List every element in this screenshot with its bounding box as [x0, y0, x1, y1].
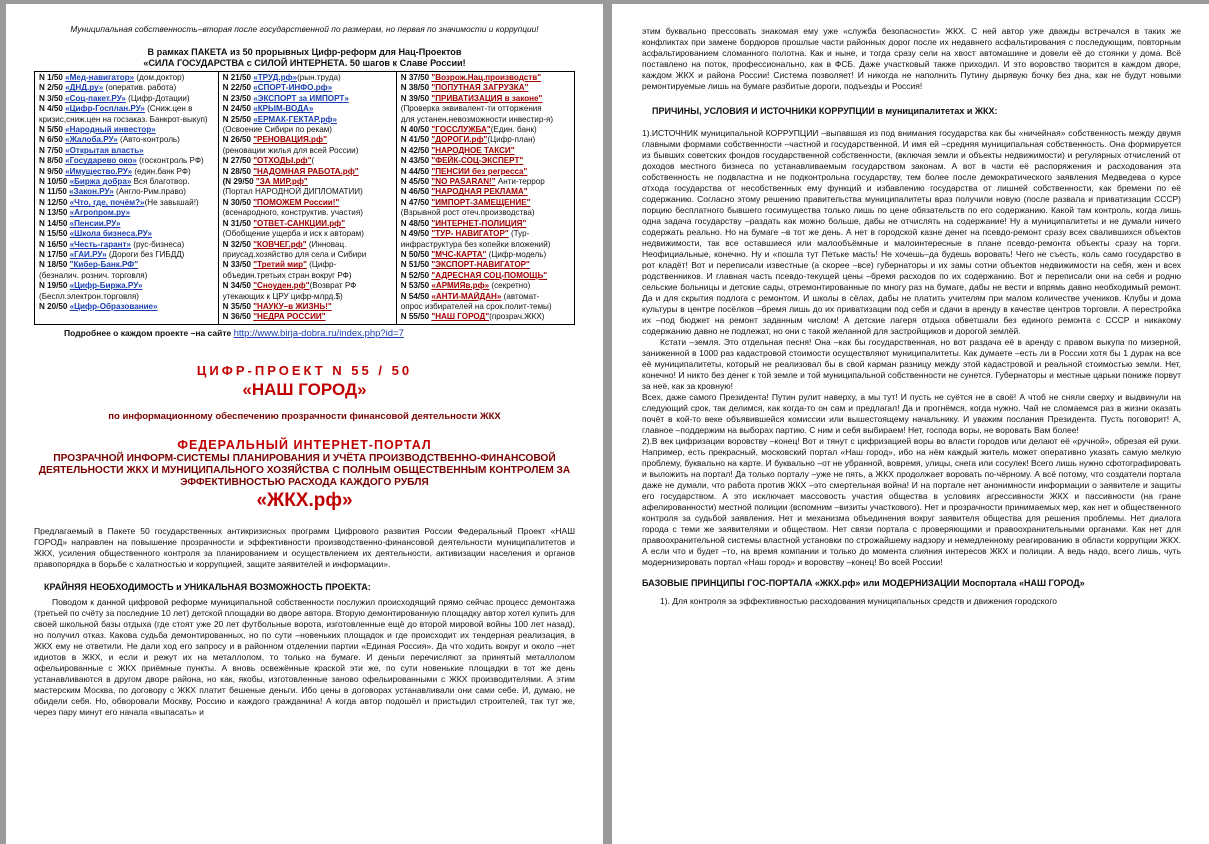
project-description: приусад.хозяйство для села и Сибири [222, 249, 367, 259]
project-list-item [223, 135, 392, 145]
project-list-item [223, 229, 392, 239]
project-number: N 51/50 [400, 260, 432, 270]
point-2-paragraph: 2).В век цифризации воровству –конец! Вот и тянут с цифризацией воры во власти городов или делают её «ручной», обрезая ей руки. Например, есть прекрасный, московский портал «Наш город», ибо на нём каждый житель может оперативно указать самую мелкую проблему, буквально на карте. И буквально –от не убранной, вовремя, улицы, снега или сосулек! Всего лишь нужно сфотографировать и выложить на портал! Да только порталу –уже не пять, а ЖКХ продолжает воровать по-чёрному. А всё потому, что создатели портала даже не думали, что работа против ЖКХ –это смертельная война! И на портале нет анонимности информации о заявителе и защиты его государством. А это исключает массовость участия общества в условиях агрессивности ЖКХ и пассивности (на гране афелированности) местной полиции (вспомним –визиты участкового). Нет и прозрачности принимаемых мер, как нет и общественного контроля за судьбой заявления. Нет и механизма объединения вокруг заявителя общества для решения проблемы. Нет диалога города с теми же заявителями и обществом. Нет связи портала с проверяющими и правоохранительными органами. Как нет для правоохранительной системы властной установки по строжайшему надзору и немедленному реагированию в области коррупции ЖКХ. А если что и будет –то, на время компании и только до момента слияния интересов ЖКХ и полиции. А ведь надо, всего лишь, чуть модернизировать портал «Наш город» и воровству –конец! Во всей России! [642, 436, 1181, 567]
project-number: N 47/50 [400, 197, 432, 207]
need-paragraph: Поводом к данной цифровой реформе муниципальной собственности послужил происходящий прямо сейчас процесс демонтажа (третьей по счёту за последние 10 лет) детской площадки во дворе автора. Вторую демонтированную площадку автор хотел купить для своей школьной базы отдыха (где стоят уже 20 лет футбольные ворота, изготовленные ещё до второй мировой войны 100 лет назад), но получил отказ. Какова судьба демонтированных, но по сути –новеньких площадок и где происходит их тендерная реализация, в ЖКХ ему не ответили. Не дали ход его запросу и в районном отделении партии «Единая Россия». Да что ходить вокруг и около –нет идиотов в ЖКХ, и если и режут их на металлолом, то только на бумаге. И деньги перечисляют за принятый металлолом офельированные с ЖКХ приёмные пункты. А вновь освежённые краской эти же, по сути новенькие площадки в тот же день устанавливаются в другом дворе района, но как, якобы, изготовленные заново офельированными с ЖКХ производителями. А этим мастерским Москва, по договору с ЖКХ платит бешеные деньги. Ибо цены в договорах устанавливали они сами себе. И, думаю, не обидели себя. Но, обворовали Москву, Россию и каждого гражданина! А когда автор подошёл и пристыдил строителей, так тут же, через пару минут его начала «выпасать» и [34, 596, 575, 717]
more-info-link[interactable]: http://www.birja-dobra.ru/index.php?id=7 [233, 327, 404, 339]
project-number: N 8/50 [39, 156, 66, 166]
project-number: N 20/50 [39, 301, 70, 311]
need-heading: КРАЙНЯЯ НЕОБХОДИМОСТЬ и УНИКАЛЬНАЯ ВОЗМОЖНОСТЬ ПРОЕКТА: [44, 581, 371, 592]
intro-paragraph: Предлагаемый в Пакете 50 государственных антикризисных программ Цифрового развития России Федеральный Проект «НАШ ГОРОД» направлен на повышение прозрачности и эффективности производственно-финансовой деятельности муниципалитетов и ЖКХ, усиления общественного контроля за планированием и осуществлением их деятельности, активизации населения и органов правопорядка в борьбе с халатностью и коррупцией, защите заявителей и информации». [34, 525, 575, 569]
project-description: Вся благотвор. [131, 177, 190, 187]
projects-column-3 [396, 72, 574, 325]
project-description: (Освоение Сибири по рекам) [222, 125, 332, 135]
project-link[interactable]: "ПОПУТНАЯ ЗАГРУЗКА" [431, 83, 529, 93]
project-list-item [401, 167, 570, 177]
project-link[interactable]: "ЗА МИР.рф" [255, 177, 308, 187]
packet-line-2: «СИЛА ГОСУДАРСТВА с СИЛОЙ ИНТЕРНЕТА. 50 шагов к Славе России! [143, 58, 466, 68]
project-number: N 1/50 [39, 73, 66, 82]
project-number: N 22/50 [222, 83, 254, 93]
project-list-item [39, 260, 214, 270]
more-info-text: Подробнее о каждом проекте –на сайте [64, 327, 234, 338]
project-number: N 46/50 [400, 187, 432, 197]
project-number: N 14/50 [39, 218, 70, 228]
project-link[interactable]: «Пенсии.РУ» [69, 218, 121, 228]
project-number: N 54/50 [400, 291, 432, 301]
project-list-item [401, 83, 570, 93]
project-number: N 35/50 [222, 301, 254, 311]
project-list-item [39, 271, 214, 281]
project-list-item [223, 198, 392, 208]
project-description: (Цифр-план) [487, 135, 536, 145]
project-number: N 16/50 [39, 239, 70, 249]
causes-heading: ПРИЧИНЫ, УСЛОВИЯ И ИСТОЧНИКИ КОРРУПЦИИ в муниципалитетах и ЖКХ: [652, 106, 998, 116]
project-number: N 3/50 [39, 93, 66, 103]
project-list-item [401, 302, 570, 312]
project-link[interactable]: "КОВЧЕГ.рф" [253, 239, 307, 249]
project-list-item [39, 73, 214, 83]
project-description: (Авто-контроль) [117, 135, 180, 145]
project-number: N 19/50 [39, 281, 70, 291]
project-description: (Не завышай!) [144, 197, 199, 207]
land-paragraph: Кстати –земля. Это отдельная песня! Она –как бы государственная, но вот раздача её в аренду с правом выкупа по мизерной, заниженной в 1000 раз кадастровой стоимости осуществляют муниципалитеты. Как думаете –есть ли в России хотя бы 1 дурак на все её муниципалитеты, который не реализовал бы в свой карман разницу между этой кадастровой и реальной стоимостью земли. Нет, конечно! И никто без денег к той земле и той муниципальной собственности не сунется. Губернаторы и местные царьки пониже порвут за неё, как за кровную! [642, 337, 1181, 391]
project-number: N 2/50 [39, 83, 66, 93]
project-list-item [39, 187, 214, 197]
project-number: N 26/50 [222, 135, 254, 145]
project-description: (секретно) [489, 281, 531, 291]
project-number: N 24/50 [222, 104, 254, 114]
project-link[interactable]: "МЧС-КАРТА" [431, 249, 487, 259]
project-number: N 43/50 [400, 156, 432, 166]
project-list-item [401, 229, 570, 239]
project-number: N 21/50 [222, 73, 254, 82]
project-link[interactable]: "ФЕЙК-СОЦ-ЭКСПЕРТ" [431, 156, 524, 166]
project-link[interactable]: «Мед-навигатор» [65, 73, 135, 82]
project-number: N 9/50 [39, 166, 66, 176]
project-list-item [223, 73, 392, 83]
president-paragraph: Всех, даже самого Президента! Путин рулит наверху, а мы тут! И пусть не суётся не в своё! А чтоб не сняли сверху и выдвинули на следующий срок, так делимся, как когда-то он сам и предлагал! Да и прогнёмся, когда нужно. Чай не сломаемся раз в жизни оказать почёт в кой-то веке объявившейся комиссии или вышестоящему начальнику. И уважим послания Президента. Пусть поговорит! А, главное –поддержим на выборах партию. С ним и себя выбираем! Нет, господа воры, не воровать Вам более! [642, 392, 1181, 435]
project-link[interactable]: «Цифр-Биржа.РУ» [69, 281, 143, 291]
project-title-name: «НАШ ГОРОД» [242, 379, 367, 399]
project-description: (всенародного, конструктив. участия) [222, 208, 363, 218]
project-list-item [39, 156, 214, 166]
project-description: утекающих к ЦРУ цифр-млрд.$) [222, 291, 343, 301]
project-list-item [39, 229, 214, 239]
project-list-item [39, 135, 214, 145]
project-link[interactable]: "Третий мир" [253, 260, 307, 270]
project-link[interactable]: "NO PASARAN!" [431, 177, 496, 187]
project-link[interactable]: «ЭКСПОРТ за ИМПОРТ» [253, 93, 349, 103]
project-list-item [39, 146, 214, 156]
project-link[interactable]: "НЕДРА РОССИИ" [253, 312, 326, 322]
project-link[interactable]: "РЕНОВАЦИЯ.рф" [253, 135, 327, 145]
project-list-item [401, 312, 570, 322]
project-list-item [39, 83, 214, 93]
project-number: N 10/50 [39, 177, 70, 187]
project-number: N 27/50 [222, 156, 254, 166]
project-list-item [223, 302, 392, 312]
project-link[interactable]: "НАШ ГОРОД" [431, 312, 490, 322]
project-list-item [401, 104, 570, 114]
continued-paragraph: этим буквально прессовать знакомая ему уже «служба безопасности» ЖКХ. С ней автор уже дважды встречался в таких же конфликтах при замене бордюров прошлые части районных дорог после их недавнего асфальтирования с последующим, повторным асфальтированием сломанного полотна. Как и ныне, и тогда сразу сели на хвост автомашине и довели её до стоянки у дома. Всё поставлено на поток, профессионально, как в ФСБ. Даже участковый также приходил. И это воровство творится в каждом дворе, каждом ЖКХ и района России! Система позволяет! И никогда не наполнить Путину дырявую бочку без дна, как не будут новыми ремонтируемые лишь на бумаге разбитые дороги, подъезды и Россия! [642, 26, 1181, 91]
project-link[interactable]: «ГАИ.РУ» [69, 249, 107, 259]
project-number: N 23/50 [222, 93, 254, 103]
project-description: (един.банк РФ) [132, 166, 191, 176]
project-number: N 13/50 [39, 208, 70, 218]
base-principles-heading: БАЗОВЫЕ ПРИНЦИПЫ ГОС-ПОРТАЛА «ЖКХ.рф» или МОДЕРНИЗАЦИИ Моспортала «НАШ ГОРОД» [642, 578, 1085, 588]
projects-column-1 [35, 72, 219, 325]
project-number: N 25/50 [222, 114, 254, 124]
project-list-item [223, 208, 392, 218]
project-link[interactable]: "АДРЕСНАЯ СОЦ-ПОМОЩЬ" [431, 270, 548, 280]
project-link[interactable]: «Жалоба.РУ» [65, 135, 118, 145]
project-description: (Цифр-модель) [486, 249, 547, 259]
project-link[interactable]: «ДНД.ру» [65, 83, 104, 93]
project-link[interactable]: «ЕРМАК-ГЕКТАР.рф» [253, 114, 337, 124]
project-list-item [39, 94, 214, 104]
project-link[interactable]: "ДОРОГИ.рф" [431, 135, 488, 145]
project-description: ( [311, 156, 315, 166]
project-list-item [223, 125, 392, 135]
project-list-item [401, 94, 570, 104]
project-list-item [39, 281, 214, 291]
project-description: кризис,сниж.цен на госзаказ. Банкрот-выкуп) [39, 114, 208, 124]
header-note: Муниципальная собственность–вторая после государственной по размерам, но первая по значимости и коррупции! [70, 24, 539, 34]
project-link[interactable]: «Цифр-Госплан.РУ» [65, 104, 145, 114]
project-list-item [401, 125, 570, 135]
project-description: объедин.третьих стран вокруг РФ) [222, 270, 352, 280]
project-number: N 17/50 [39, 249, 70, 259]
project-description: (Возврат РФ [309, 281, 357, 291]
project-list-item [401, 198, 570, 208]
portal-domain: «ЖКХ.рф» [256, 489, 353, 511]
project-link[interactable]: "НАРОДНОЕ ТАКСИ" [431, 145, 515, 155]
project-list-item [223, 104, 392, 114]
project-description: опрос избирателей на срок.полит-темы) [400, 301, 552, 311]
packet-line-1: В рамках ПАКЕТА из 50 прорывных Цифр-реформ для Нац-Проектов [147, 47, 462, 57]
project-list-item [223, 219, 392, 229]
project-description: (Цифр-Дотации) [125, 93, 190, 103]
project-list-item [401, 281, 570, 291]
project-number: N 33/50 [222, 260, 254, 270]
project-description: (госконтроль РФ) [136, 156, 204, 166]
project-description: (реновации жилья для всей России) [222, 145, 359, 155]
project-number: N 34/50 [222, 281, 254, 291]
project-link[interactable]: "Кибер-Банк.РФ" [69, 260, 139, 270]
project-number: N 11/50 [39, 187, 70, 197]
project-link[interactable]: «Государево око» [65, 156, 137, 166]
project-number: N 36/50 [222, 312, 254, 322]
project-number: N 48/50 [400, 218, 432, 228]
project-number: N 31/50 [222, 218, 254, 228]
project-list-item [39, 177, 214, 187]
project-link[interactable]: "ТУР- НАВИГАТОР" [431, 229, 509, 239]
project-link[interactable]: "ОТВЕТ-САНКЦИИ.рф" [253, 218, 346, 228]
project-description: (рус-бизнеса) [131, 239, 185, 249]
project-number: N 44/50 [400, 166, 432, 176]
more-info-line [64, 328, 575, 339]
project-number: N 45/50 [400, 177, 432, 187]
project-list-item [401, 115, 570, 125]
project-list-item [401, 271, 570, 281]
project-link[interactable]: «Биржа добра» [69, 177, 132, 187]
project-number: N 37/50 [400, 73, 432, 82]
project-description: (Взрывной рост отеч.производства) [400, 208, 535, 218]
project-description: для устанен.невозможности инвестир-я) [400, 114, 554, 124]
project-description: (Англо-Рим.право) [113, 187, 186, 197]
project-number: N 12/50 [39, 197, 70, 207]
project-list-item [39, 104, 214, 114]
project-list-item [223, 187, 392, 197]
project-subtitle: по информационному обеспечению прозрачности финансовой деятельности ЖКХ [108, 410, 501, 422]
project-link[interactable]: "НАДОМНАЯ РАБОТА.рф" [253, 166, 359, 176]
project-number: N 39/50 [400, 93, 432, 103]
project-description: (автомат- [501, 291, 540, 301]
project-list-item [223, 312, 392, 322]
project-list-item [223, 250, 392, 260]
document-page-right [612, 4, 1209, 844]
project-list-item [401, 219, 570, 229]
project-list-item [223, 240, 392, 250]
project-number: N 32/50 [222, 239, 254, 249]
project-number: N 50/50 [400, 249, 432, 259]
project-number: N 7/50 [39, 145, 66, 155]
project-number: N 38/50 [400, 83, 432, 93]
project-list-item [39, 198, 214, 208]
project-list-item [401, 250, 570, 260]
project-description: (Проверка эквивалент-ти отторжения [400, 104, 542, 114]
project-description: Анти-террор [495, 177, 545, 187]
portal-description: ПРОЗРАЧНОЙ ИНФОРМ-СИСТЕМЫ ПЛАНИРОВАНИЯ И УЧЁТА ПРОИЗВОДСТВЕННО-ФИНАНСОВОЙ ДЕЯТЕЛЬНОСТИ ЖКХ И МУНИЦИПАЛЬНОГО ХОЗЯЙСТВА С ПОЛНЫМ ОБЩЕСТВЕННЫМ КОНТРОЛЕМ ЗА ЭФФЕКТИВНОСТЬЮ РАСХОДА КАЖДОГО РУБЛЯ [38, 452, 571, 489]
project-link[interactable]: «Школа бизнеса.РУ» [69, 229, 152, 239]
project-description: (Обобщение ущерба и иск к авторам) [222, 229, 364, 239]
project-description: (Тур- [508, 229, 530, 239]
project-list-item [223, 260, 392, 270]
project-list-item [223, 292, 392, 302]
project-description: инфраструктура без копейки вложений) [400, 239, 551, 249]
project-description: (безналич. рознич. торговля) [39, 270, 148, 280]
project-number: N 42/50 [400, 145, 432, 155]
project-link[interactable]: «Соц-пакет.РУ» [65, 93, 126, 103]
project-description: (Инновац. [306, 239, 347, 249]
project-list-item [401, 73, 570, 83]
project-number: (N 29/50 [222, 177, 256, 187]
project-list-item [39, 125, 214, 135]
project-description: (Портал НАРОДНОЙ ДИПЛОМАТИИ) [222, 187, 363, 197]
project-link[interactable]: "ПОМОЖЕМ России!" [253, 197, 340, 207]
project-list-item [223, 83, 392, 93]
project-description: (Беспл.электрон.торговля) [39, 291, 139, 301]
project-link[interactable]: «СПОРТ-ИНФО.рф» [253, 83, 333, 93]
project-link[interactable]: «Открытая власть» [65, 145, 144, 155]
project-list-item [39, 115, 214, 125]
project-link[interactable]: "ИМПОРТ-ЗАМЕЩЕНИЕ" [431, 197, 531, 207]
project-description: (Сниж.цен в [144, 104, 193, 114]
project-number: N 6/50 [39, 135, 66, 145]
project-title-number: ЦИФР-ПРОЕКТ N 55 / 50 [196, 362, 413, 378]
project-list-item [401, 208, 570, 218]
project-number: N 4/50 [39, 104, 66, 114]
project-link[interactable]: «АНТИ-МАЙДАН» [431, 291, 502, 301]
project-link[interactable]: "ЭКСПОРТ-НАВИГАТОР" [431, 260, 530, 270]
project-link[interactable]: "Возрож.Нац.производств" [431, 73, 542, 82]
project-list-item [223, 271, 392, 281]
project-link[interactable]: «Цифр-Образование» [69, 301, 158, 311]
project-number: N 18/50 [39, 260, 70, 270]
project-list-item [401, 292, 570, 302]
project-number: N 5/50 [39, 125, 66, 135]
project-link[interactable]: «Агропром.ру» [69, 208, 131, 218]
project-link[interactable]: "НАУКУ–в ЖИЗНЬ!" [253, 301, 332, 311]
project-link[interactable]: "ОТХОДЫ.рф" [253, 156, 312, 166]
project-number: N 41/50 [400, 135, 432, 145]
project-link[interactable]: "НАРОДНАЯ РЕКЛАМА" [431, 187, 528, 197]
project-number: N 53/50 [400, 281, 432, 291]
project-link[interactable]: «Честь-гарант» [69, 239, 132, 249]
project-list-item [39, 167, 214, 177]
project-list-item [39, 292, 214, 302]
project-description: (Цифр- [306, 260, 337, 270]
project-list-item [401, 135, 570, 145]
project-list-item [223, 177, 392, 187]
causes-paragraph: 1).ИСТОЧНИК муниципальной КОРРУПЦИИ –выпавшая из под внимания государства как бы «ничейная» собственность между двумя главными формами собственности –частной и государственной. И имя ей –средняя муниципальная собственность. Она формируется из бывших советских фондов государственной собственности, (включая земли и объекты недвижимости) и регулярных отчислений от доходов местного бизнеса по устанавливаемым государством законам. А вот в части её распоряжения и расходования эта собственность не подвластна и не подконтрольна государству, тем более после демократического заявления Медведева о курсе отхода государства от несобственных ему функций и избавлению государства от лишней собственности, как бремени по её содержанию. Согласно этому решению правительства муниципалитеты враз получили новую (после развала и приватизации СССР) порцию бесплатного бывшего госимущества только лишь по цене обязательств по его содержанию. Какой там контроль, когда лишь одна задача государству –раздать как можно больше, дабы не отчислять на содержание! Ну а муниципалитеты и не думали ничего содержать реально. Но на бумаге –в тот же день. А нет в городской казне денег на псевдо-ремонт сразу всех свалившихся объектов недвижимости, так все оставшиеся или малообъёмные и малоинтересные в плане псевдо-ремонта объекты сразу на торги. Неофициальные, конечно. Ну и «пошла тут Петьке масть! Не хочешь–да будешь воровать! Чего не съесть, коль само государство в рот кладёт! Вот и переписали известные (а скорее –все) губернаторы и их замы сотни объектов недвижимости на себя, жен и всех родственников. И главная часть псевдо-текущей цены –бремя расходов по их содержанию. Вот и переписали они на себя и родню сельские больницы и детские сады, отремонтированные по многу раз на бумаге, дабы не вести и впрямь давно необходимый ремонт. Да и для скрытия подлога с ремонтом. И школы в сёлах, дабы не платить учителям при малом количестве учеников. Клубы и дома культуры в центре посёлков –бремя лишь до их приватизации под себя и сдачи в аренду в качестве центров торговли. А перестройка их –под бюджет на ремонт заданным числом! А детские лагеря отдыха обветшали без единого ремонта с СССР и никакому содержанию давно не подлежат, но они с такой желанной для застройщиков и дорогой землёй. [642, 128, 1181, 336]
project-list-item [223, 281, 392, 291]
project-list-item [223, 156, 392, 166]
projects-table [34, 71, 575, 325]
project-list-item [401, 187, 570, 197]
project-number: N 40/50 [400, 125, 432, 135]
project-description: (Един. банк) [490, 125, 537, 135]
projects-column-2 [218, 72, 396, 325]
project-list-item [39, 208, 214, 218]
project-list-item [401, 146, 570, 156]
project-description: (дом.доктор) [134, 73, 185, 82]
project-list-item [401, 240, 570, 250]
project-link[interactable]: «Что, где, почём?» [69, 197, 145, 207]
project-description: (рын.труда) [297, 73, 341, 82]
document-page-left [6, 4, 603, 844]
project-description: (оператив. работа) [103, 83, 177, 93]
project-list-item [401, 156, 570, 166]
project-list-item [39, 302, 214, 312]
project-list-item [223, 167, 392, 177]
project-link[interactable]: "ПЕНСИИ без регресса" [431, 166, 528, 176]
project-number: N 30/50 [222, 197, 254, 207]
project-list-item [39, 219, 214, 229]
project-link[interactable]: «Закон.РУ» [69, 187, 114, 197]
project-link[interactable]: "ПРИВАТИЗАЦИЯ в законе" [431, 93, 543, 103]
project-number: N 52/50 [400, 270, 432, 280]
project-link[interactable]: "ИНТЕРНЕТ-ПОЛИЦИЯ" [431, 218, 527, 228]
project-link[interactable]: «Имущество.РУ» [65, 166, 133, 176]
project-list-item [39, 240, 214, 250]
project-list-item [39, 250, 214, 260]
project-number: N 15/50 [39, 229, 70, 239]
project-list-item [223, 94, 392, 104]
project-list-item [223, 115, 392, 125]
project-link[interactable]: "ГОССЛУЖБА" [431, 125, 491, 135]
base-principles-paragraph: 1). Для контроля за эффективностью расходования муниципальных средств и движения городского [660, 596, 1057, 606]
project-link[interactable]: «Народный инвестор» [65, 125, 156, 135]
project-number: N 49/50 [400, 229, 432, 239]
project-description: (Дороги без ГИБДД) [106, 249, 185, 259]
project-number: N 28/50 [222, 166, 254, 176]
project-link[interactable]: «КРЫМ-ВОДА» [253, 104, 314, 114]
project-number: N 55/50 [400, 312, 432, 322]
project-list-item [401, 177, 570, 187]
project-link[interactable]: «АРМИЯв.рф» [431, 281, 490, 291]
project-list-item [223, 146, 392, 156]
project-link[interactable]: "Сноуден.рф" [253, 281, 310, 291]
portal-title: ФЕДЕРАЛЬНЫЙ ИНТЕРНЕТ-ПОРТАЛ [177, 437, 432, 452]
project-link[interactable]: «ТРУД.рф» [253, 73, 298, 82]
project-description: (прозрач.ЖКХ) [489, 312, 545, 322]
project-list-item [401, 260, 570, 270]
